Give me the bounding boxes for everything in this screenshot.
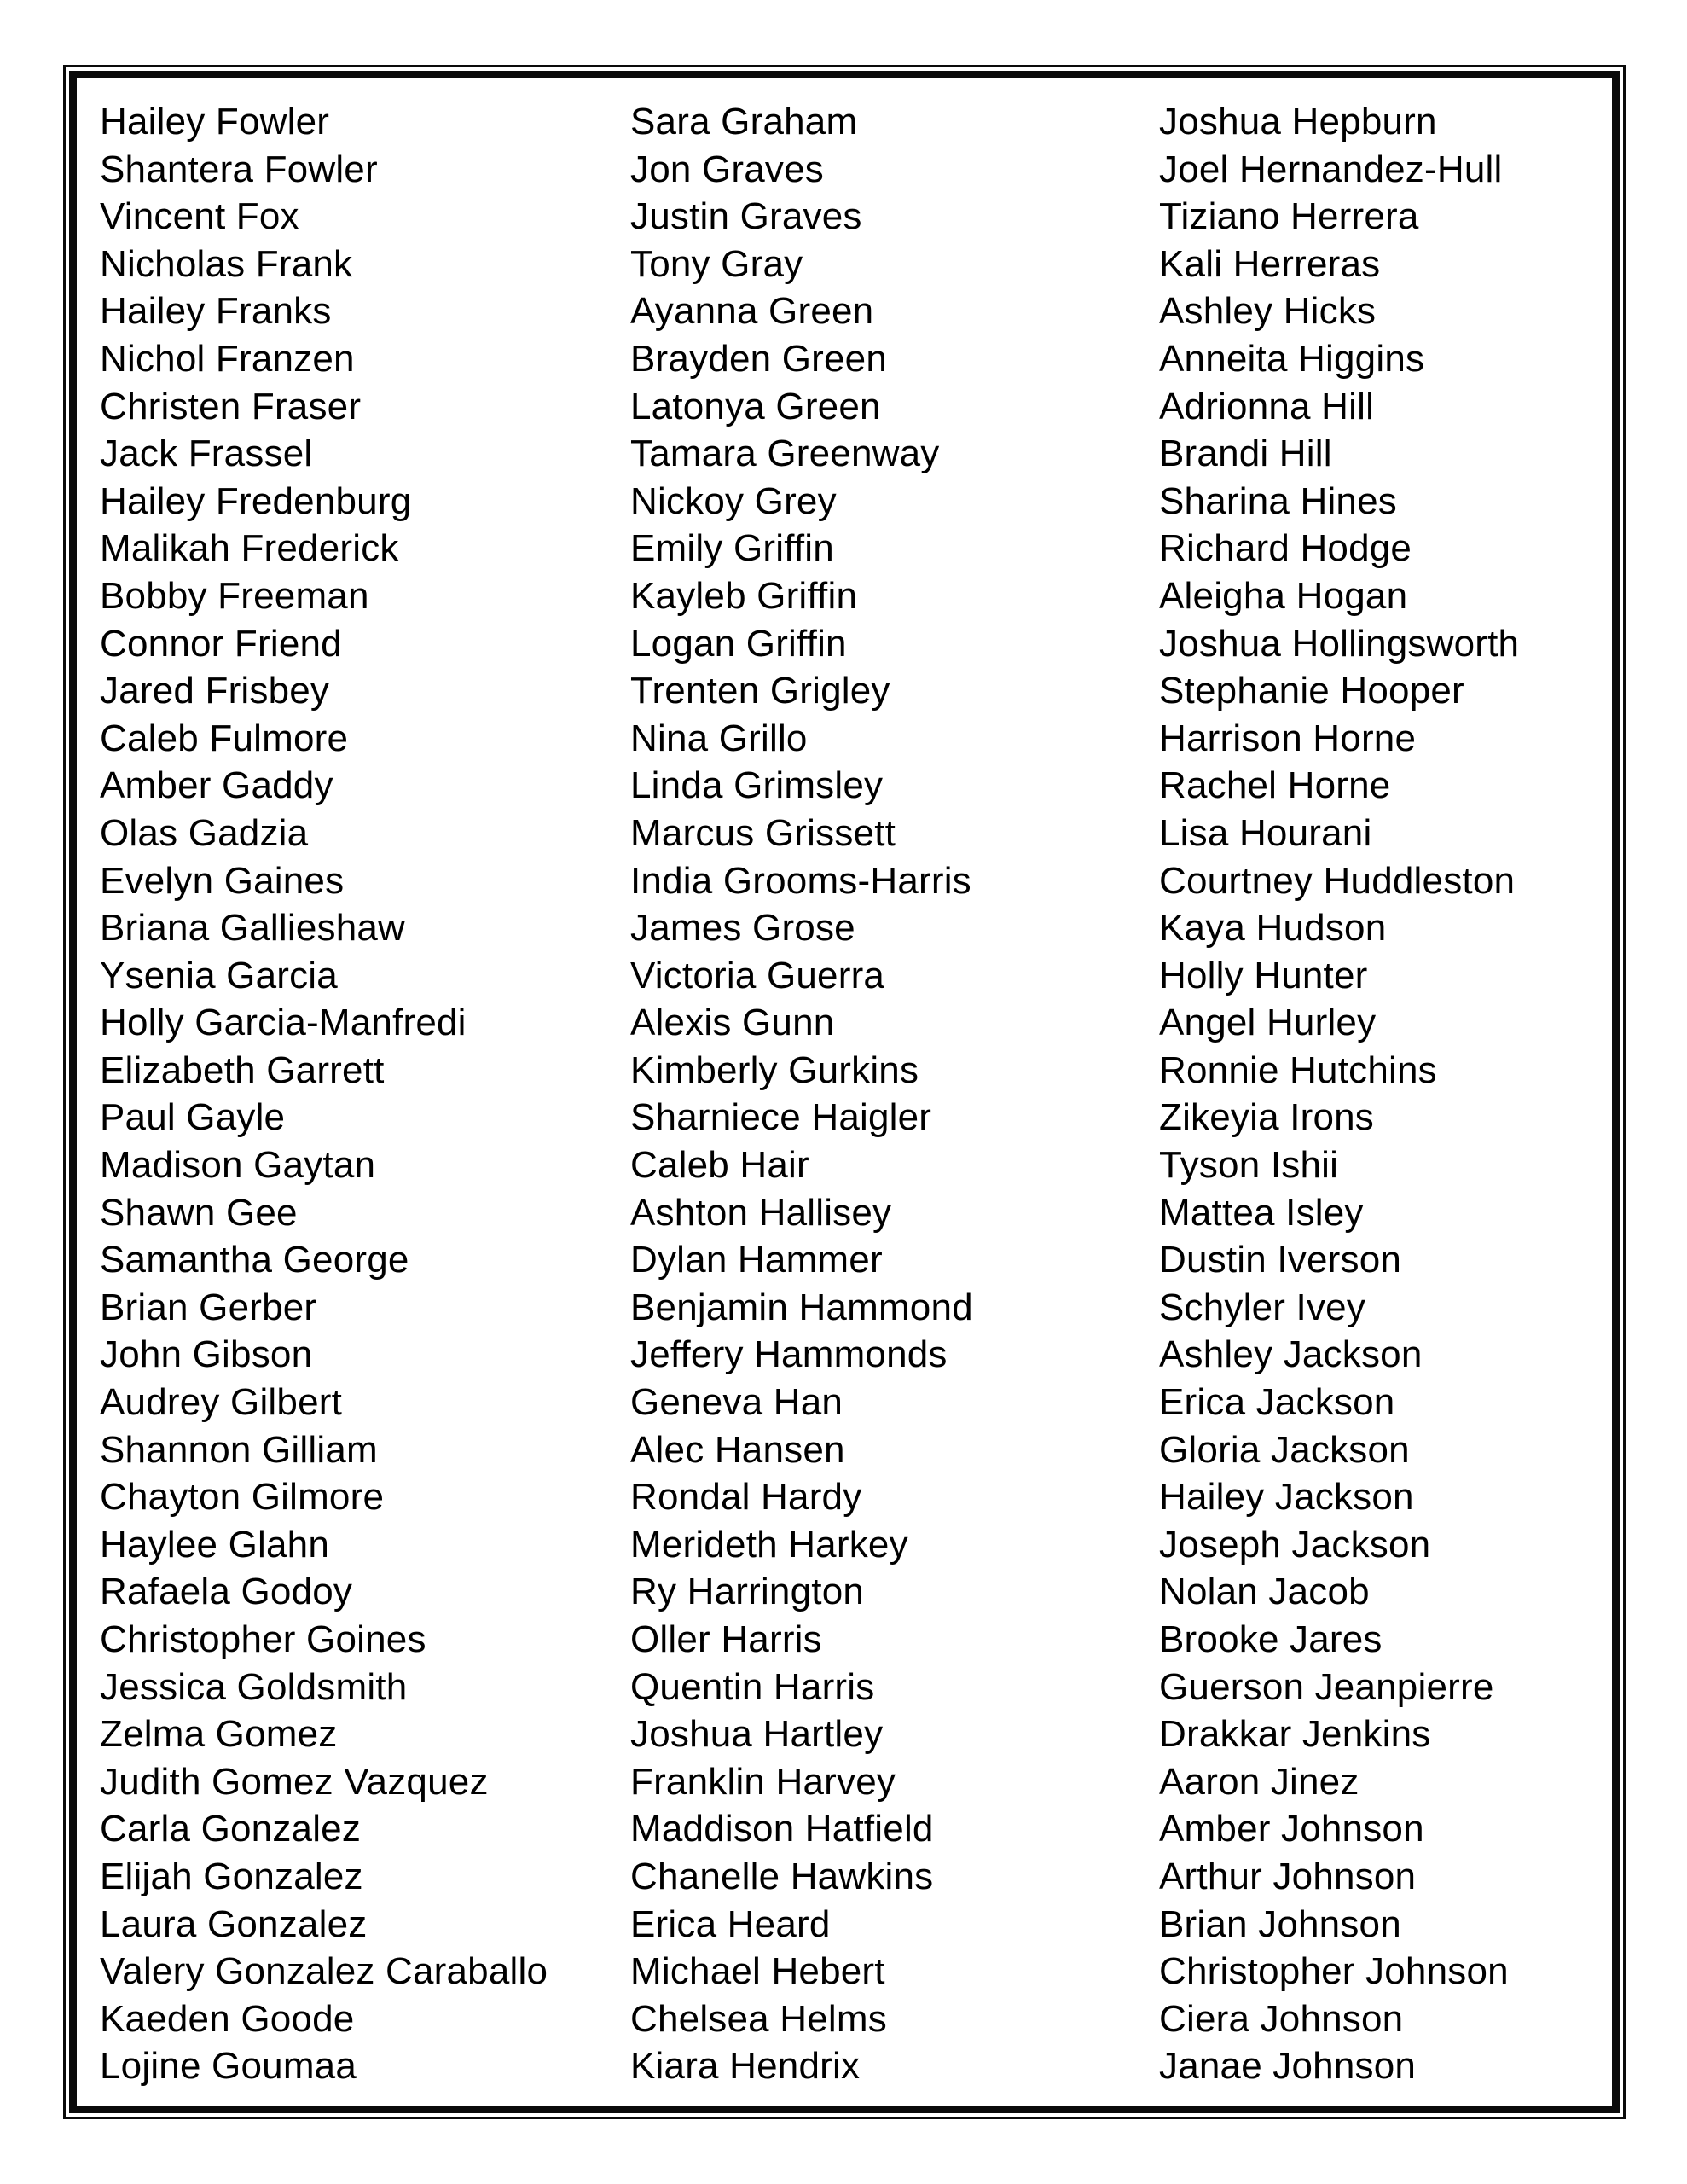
name-row: Ashley Hicks — [1159, 290, 1377, 333]
name-row: Dustin Iverson — [1159, 1239, 1402, 1281]
name-row: Nina Grillo — [630, 717, 808, 759]
name-row: Nolan Jacob — [1159, 1571, 1370, 1613]
name-row: Holly Garcia-Manfredi — [100, 1002, 467, 1044]
name-row: Kiara Hendrix — [630, 2045, 861, 2088]
name-row: Valery Gonzalez Caraballo — [100, 1950, 548, 1993]
name-row: Vincent Fox — [100, 195, 299, 238]
name-row: Sharina Hines — [1159, 479, 1397, 522]
name-row: Carla Gonzalez — [100, 1808, 362, 1850]
name-row: Amber Gaddy — [100, 764, 333, 807]
name-row: Kaeden Goode — [100, 1997, 355, 2040]
name-row: Olas Gadzia — [100, 811, 309, 854]
name-row: Victoria Guerra — [630, 954, 885, 996]
name-row: Maddison Hatfield — [630, 1808, 934, 1850]
name-row: Kayleb Griffin — [630, 574, 858, 617]
name-row: Zelma Gomez — [100, 1713, 338, 1756]
name-row: Tiziano Herrera — [1159, 195, 1419, 238]
name-row: Courtney Huddleston — [1159, 859, 1516, 902]
name-row: Rachel Horne — [1159, 764, 1391, 807]
name-row: Zikeyia Irons — [1159, 1096, 1375, 1139]
name-row: John Gibson — [100, 1333, 313, 1376]
name-row: Bobby Freeman — [100, 574, 369, 617]
name-row: Kimberly Gurkins — [630, 1048, 919, 1091]
name-row: Judith Gomez Vazquez — [100, 1760, 489, 1803]
name-row: Justin Graves — [630, 195, 862, 238]
name-row: Brandi Hill — [1159, 433, 1332, 475]
name-row: Linda Grimsley — [630, 764, 884, 807]
name-column-2 — [630, 98, 1159, 2090]
name-row: Gloria Jackson — [1159, 1428, 1410, 1471]
name-row: Rondal Hardy — [630, 1476, 862, 1519]
name-row: Brian Johnson — [1159, 1902, 1401, 1945]
name-row: Nickoy Grey — [630, 479, 837, 522]
name-row: Erica Jackson — [1159, 1381, 1395, 1424]
name-row: Madison Gaytan — [100, 1144, 376, 1187]
name-row: Hailey Franks — [100, 290, 332, 333]
name-row: India Grooms-Harris — [630, 859, 971, 902]
name-row: Oller Harris — [630, 1618, 822, 1660]
name-row: Christopher Goines — [100, 1618, 426, 1660]
name-row: Brayden Green — [630, 337, 887, 380]
name-row: Connor Friend — [100, 622, 342, 665]
name-row: Dylan Hammer — [630, 1239, 883, 1281]
name-row: Christopher Johnson — [1159, 1950, 1509, 1993]
name-row: Malikah Frederick — [100, 527, 399, 570]
name-row: Janae Johnson — [1159, 2045, 1417, 2088]
name-row: Latonya Green — [630, 385, 881, 427]
name-row: Alexis Gunn — [630, 1002, 835, 1044]
page-border-inner — [69, 71, 1620, 2113]
name-row: Shawn Gee — [100, 1191, 298, 1234]
name-row: Quentin Harris — [630, 1665, 875, 1708]
name-row: Brooke Jares — [1159, 1618, 1383, 1660]
name-row: Emily Griffin — [630, 527, 834, 570]
name-row: Stephanie Hooper — [1159, 670, 1464, 712]
name-row: Michael Hebert — [630, 1950, 885, 1993]
name-row: Kali Herreras — [1159, 242, 1381, 285]
name-row: Schyler Ivey — [1159, 1286, 1366, 1328]
name-row: Sharniece Haigler — [630, 1096, 932, 1139]
name-row: Lojine Goumaa — [100, 2045, 357, 2088]
name-row: Elijah Gonzalez — [100, 1855, 363, 1897]
name-row: Hailey Fredenburg — [100, 479, 412, 522]
name-row: Tony Gray — [630, 242, 803, 285]
name-row: Joshua Hepburn — [1159, 101, 1437, 142]
name-column-1 — [100, 98, 630, 2090]
name-row: Merideth Harkey — [630, 1523, 908, 1565]
name-row: Nichol Franzen — [100, 337, 355, 380]
name-row: Benjamin Hammond — [630, 1286, 973, 1328]
name-row: Sara Graham — [630, 101, 858, 142]
name-row: Samantha George — [100, 1239, 409, 1281]
name-row: Kaya Hudson — [1159, 907, 1387, 950]
name-row: Guerson Jeanpierre — [1159, 1665, 1494, 1708]
name-row: Caleb Hair — [630, 1144, 809, 1187]
name-row: Ayanna Green — [630, 290, 874, 333]
name-row: Caleb Fulmore — [100, 717, 349, 759]
name-row: Tamara Greenway — [630, 433, 940, 475]
name-row: Audrey Gilbert — [100, 1381, 343, 1424]
name-row: Logan Griffin — [630, 622, 847, 665]
name-row: Rafaela Godoy — [100, 1571, 353, 1613]
name-row: Harrison Horne — [1159, 717, 1417, 759]
name-row: Joel Hernandez-Hull — [1159, 148, 1503, 190]
name-row: Haylee Glahn — [100, 1523, 329, 1565]
name-row: Jack Frassel — [100, 433, 313, 475]
name-row: Jeffery Hammonds — [630, 1333, 948, 1376]
name-row: Franklin Harvey — [630, 1760, 896, 1803]
name-row: Amber Johnson — [1159, 1808, 1424, 1850]
name-row: Chanelle Hawkins — [630, 1855, 934, 1897]
name-row: Anneita Higgins — [1159, 337, 1425, 380]
name-row: Shantera Fowler — [100, 148, 378, 190]
name-row: Ashley Jackson — [1159, 1333, 1423, 1376]
page-border-outer — [63, 65, 1626, 2119]
name-row: Laura Gonzalez — [100, 1902, 368, 1945]
name-row: Elizabeth Garrett — [100, 1048, 385, 1091]
name-row: Hailey Fowler — [100, 101, 330, 142]
name-row: Briana Gallieshaw — [100, 907, 406, 950]
name-row: Aaron Jinez — [1159, 1760, 1359, 1803]
name-row: Joshua Hartley — [630, 1713, 884, 1756]
name-row: Chayton Gilmore — [100, 1476, 385, 1519]
name-row: Nicholas Frank — [100, 242, 353, 285]
name-row: Christen Fraser — [100, 385, 362, 427]
name-row: Aleigha Hogan — [1159, 574, 1408, 617]
name-row: Tyson Ishii — [1159, 1144, 1339, 1187]
name-row: Brian Gerber — [100, 1286, 317, 1328]
name-row: Trenten Grigley — [630, 670, 890, 712]
name-row: Jon Graves — [630, 148, 824, 190]
name-row: Joshua Hollingsworth — [1159, 622, 1520, 665]
name-row: Arthur Johnson — [1159, 1855, 1417, 1897]
name-row: Erica Heard — [630, 1902, 831, 1945]
name-row: Ciera Johnson — [1159, 1997, 1404, 2040]
name-row: Richard Hodge — [1159, 527, 1412, 570]
name-row: Holly Hunter — [1159, 954, 1368, 996]
name-row: Ronnie Hutchins — [1159, 1048, 1437, 1091]
name-row: Ysenia Garcia — [100, 954, 338, 996]
name-row: Drakkar Jenkins — [1159, 1713, 1431, 1756]
name-row: Marcus Grissett — [630, 811, 896, 854]
name-row: Chelsea Helms — [630, 1997, 887, 2040]
name-row: James Grose — [630, 907, 855, 950]
name-row: Ashton Hallisey — [630, 1191, 892, 1234]
name-row: Mattea Isley — [1159, 1191, 1364, 1234]
name-row: Shannon Gilliam — [100, 1428, 378, 1471]
name-row: Lisa Hourani — [1159, 811, 1372, 854]
name-row: Paul Gayle — [100, 1096, 286, 1139]
name-row: Geneva Han — [630, 1381, 844, 1424]
name-row: Ry Harrington — [630, 1571, 865, 1613]
name-row: Hailey Jackson — [1159, 1476, 1414, 1519]
name-row: Joseph Jackson — [1159, 1523, 1431, 1565]
name-row: Alec Hansen — [630, 1428, 845, 1471]
name-row: Jared Frisbey — [100, 670, 330, 712]
name-row: Adrionna Hill — [1159, 385, 1375, 427]
name-row: Evelyn Gaines — [100, 859, 345, 902]
name-row: Angel Hurley — [1159, 1002, 1377, 1044]
name-column-3 — [1159, 98, 1519, 2090]
name-list — [77, 78, 1612, 2106]
name-row: Jessica Goldsmith — [100, 1665, 408, 1708]
